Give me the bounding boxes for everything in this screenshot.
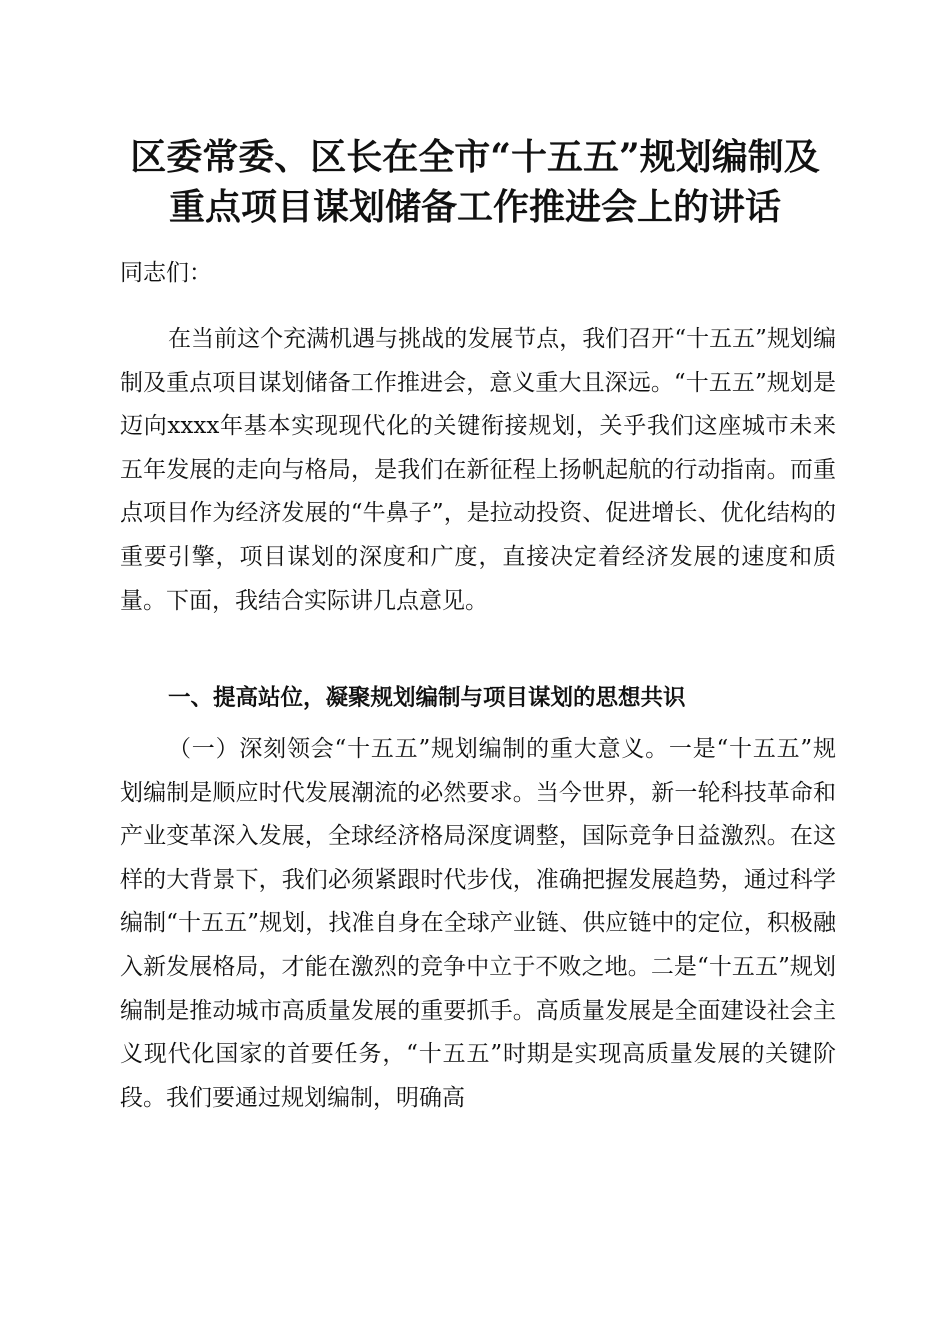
- paragraph-section-1-body: 一是“十五五”规划编制是顺应时代发展潮流的必然要求。当今世界，新一轮科技革命和产业变革深入发展，全球经济格局深度调整，国际竞争日益激烈。在这样的大背景下，我们必须紧跟时代步伐，准确把握发展趋势，通过科学编制“十五五”规划，找准自身在全球产业链、供应链中的定位，积极融入新发展格局，才能在激烈的竞争中立于不败之地。二是“十五五”规划编制是推动城市高质量发展的重要抓手。高质量发展是全面建设社会主义现代化国家的首要任务，“十五五”时期是实现高质量发展的关键阶段。我们要通过规划编制，明确高: [120, 736, 836, 1111]
- title-line-2: 重点项目谋划储备工作推进会上的讲话: [168, 186, 781, 228]
- subsection-heading-1: （一）深刻领会“十五五”规划编制的重大意义。: [168, 736, 669, 762]
- title-line-1: 区委常委、区长在全市“十五五”规划编制及: [130, 136, 820, 178]
- document-title: [80, 132, 870, 232]
- paragraph-intro: 在当前这个充满机遇与挑战的发展节点，我们召开“十五五”规划编制及重点项目谋划储备工作推进会，意义重大且深远。“十五五”规划是迈向xxxx年基本实现现代化的关键衔接规划，关乎我们这座城市未来五年发展的走向与格局，是我们在新征程上扬帆起航的行动指南。而重点项目作为经济发展的“牛鼻子”，是拉动投资、促进增长、优化结构的重要引擎，项目谋划的深度和广度，直接决定着经济发展的速度和质量。下面，我结合实际讲几点意见。: [120, 326, 836, 614]
- salutation: 同志们：: [120, 260, 212, 286]
- paragraph-section-1: [120, 728, 836, 1120]
- section-heading-1: 一、提高站位，凝聚规划编制与项目谋划的思想共识: [168, 685, 686, 711]
